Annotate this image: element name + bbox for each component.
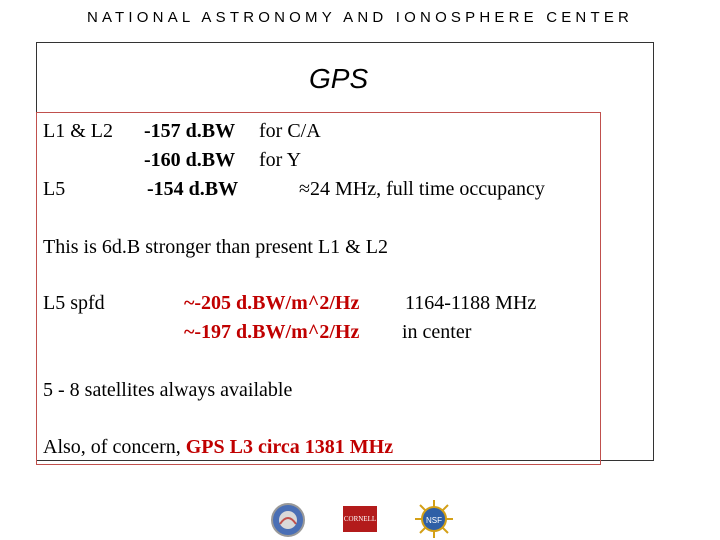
cornell-logo: CORNELL: [343, 506, 377, 532]
header-title: NATIONAL ASTRONOMY AND IONOSPHERE CENTER: [86, 9, 634, 26]
content-frame: [36, 112, 601, 465]
spfd-label: L5 spfd: [43, 292, 105, 314]
satellites-text: 5 - 8 satellites always available: [43, 379, 293, 401]
concern-highlight: GPS L3 circa 1381 MHz: [185, 436, 394, 458]
l1l2-value-y: -160 d.BW: [144, 149, 236, 171]
spfd-value-2: ~-197 d.BW/m^2/Hz: [184, 321, 360, 343]
l1l2-note-ca: for C/A: [259, 120, 321, 142]
spfd-note-1: 1164-1188 MHz: [405, 292, 537, 314]
l1l2-label: L1 & L2: [43, 120, 113, 142]
slide-title: GPS: [309, 63, 369, 94]
l1l2-value-ca: -157 d.BW: [144, 120, 236, 142]
spfd-note-2: in center: [402, 321, 472, 343]
l5-value: -154 d.BW: [147, 178, 239, 200]
l5-note: ≈24 MHz, full time occupancy: [299, 178, 545, 200]
nsf-logo-icon: [414, 499, 454, 539]
concern-line: [43, 436, 393, 459]
svg-text:NSF: NSF: [426, 516, 442, 525]
spfd-value-1: ~-205 d.BW/m^2/Hz: [184, 292, 360, 314]
concern-prefix: Also, of concern,: [43, 436, 181, 458]
arecibo-logo-icon: [270, 502, 306, 538]
l1l2-note-y: for Y: [259, 149, 302, 171]
stronger-text: This is 6d.B stronger than present L1 & L2: [43, 236, 388, 258]
l5-label: L5: [43, 178, 66, 200]
